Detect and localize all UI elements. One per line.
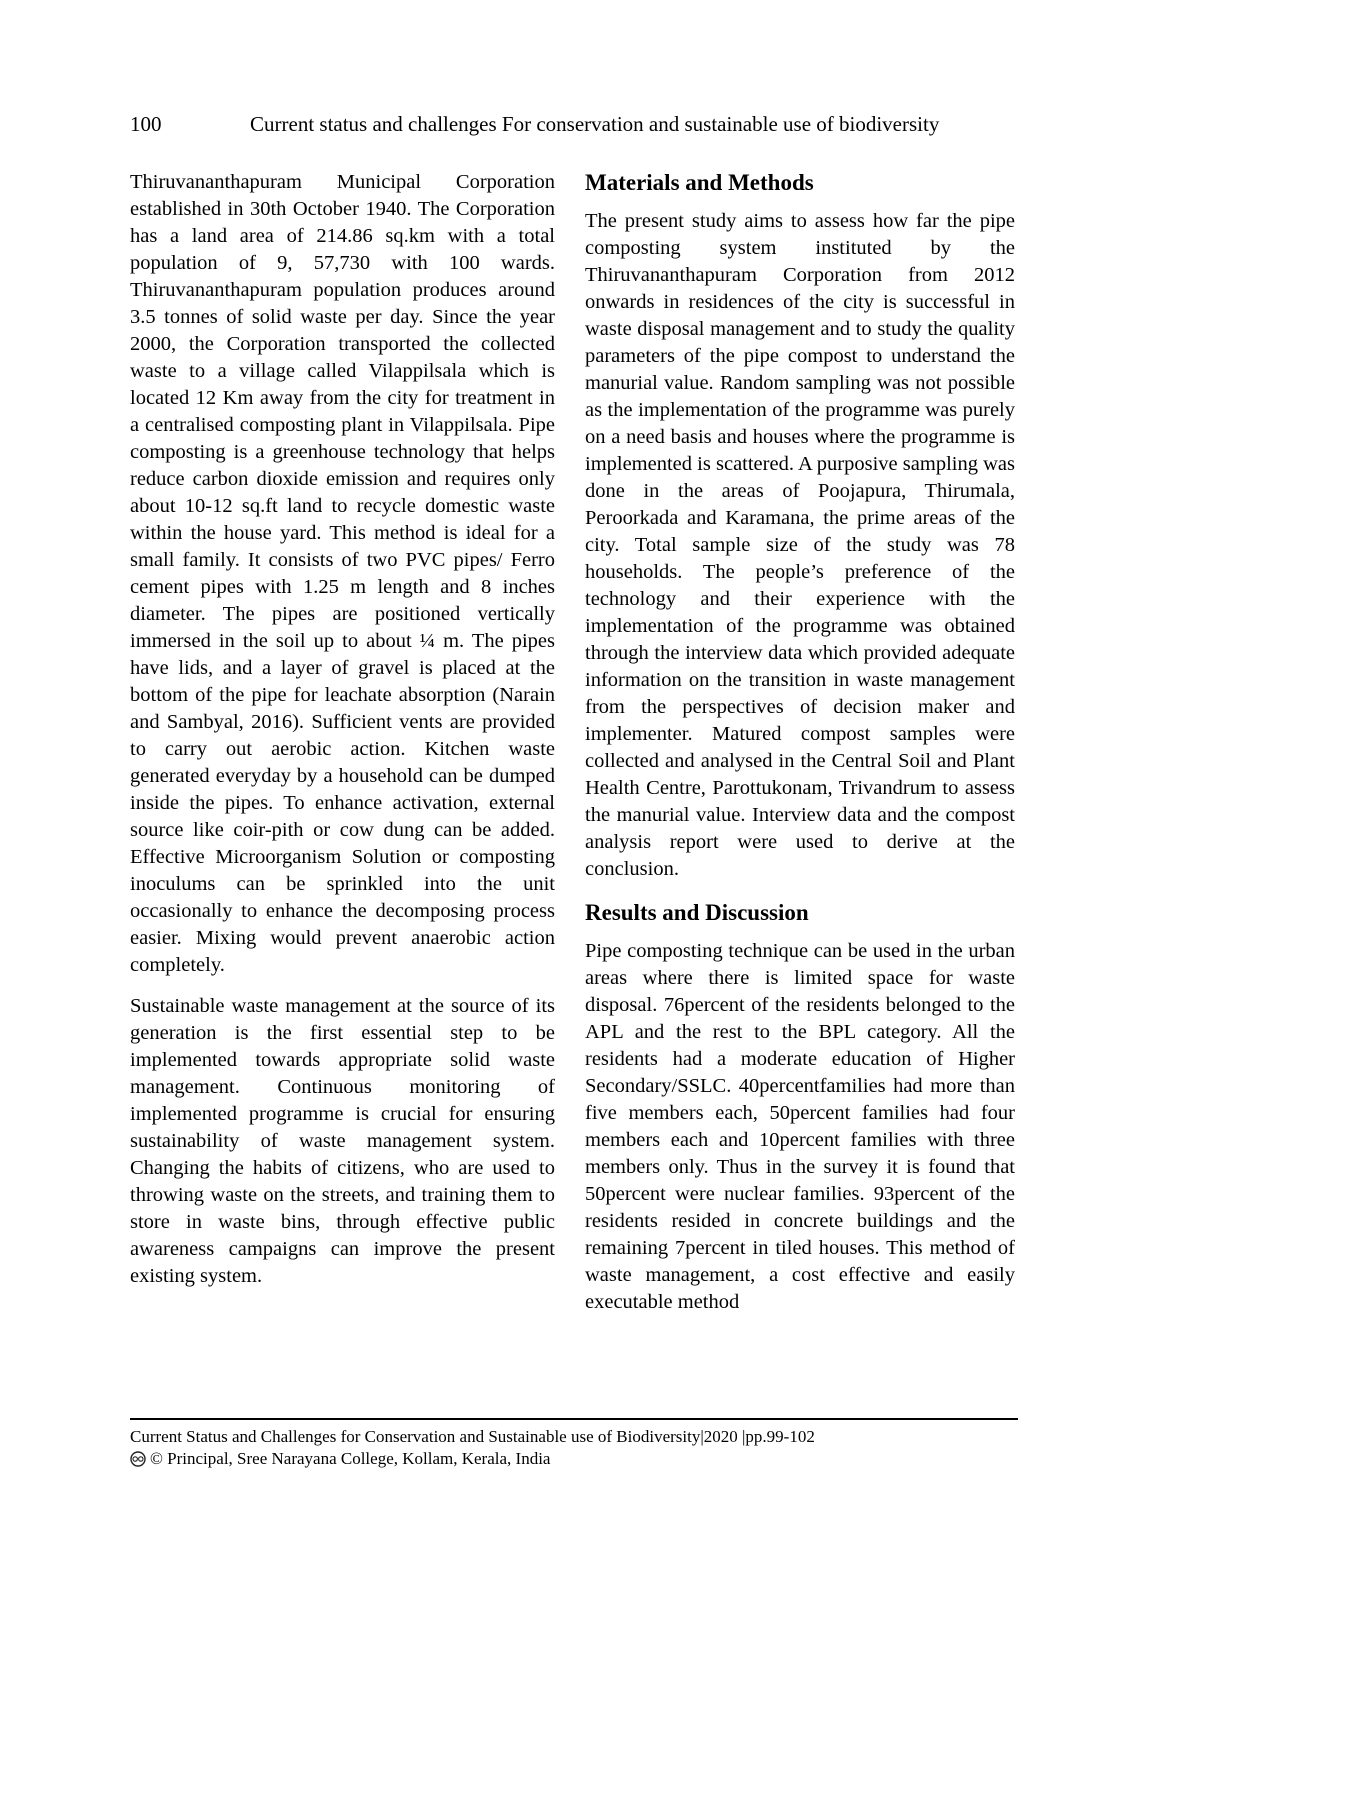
paragraph-results-discussion: Pipe composting technique can be used in the urban areas where there is limited space for waste disposal. 76percent of the residents belonged to the APL and the rest to the BPL category. All the residents had a moderate education of Higher Secondary/SSLC. 40percentfamilies had more than five members each, 50percent families had four members each and 10percent families with three members only. Thus in the survey it is found that 50percent were nuclear families. 93percent of the residents resided in concrete buildings and the remaining 7percent in tiled houses. This method of waste management, a cost effective and easily executable method xyxy=(585,940,1015,1313)
section-heading-results-discussion: Results and Discussion xyxy=(585,900,809,925)
section-heading-materials-methods: Materials and Methods xyxy=(585,170,814,195)
paragraph-materials-methods: The present study aims to assess how far the pipe composting system instituted by the Thiruvananthapuram Corporation from 2012 onwards in residences of the city is successful in waste disposal management and to study the quality parameters of the pipe compost to understand the manurial value. Random sampling was not possible as the implementation of the programme was purely on a need basis and houses where the programme is implemented is scattered. A purposive sampling was done in the areas of Poojapura, Thirumala, Peroorkada and Karamana, the prime areas of the city. Total sample size of the study was 78 households. The people’s preference of the technology and their experience with the implementation of the programme was obtained through the interview data which provided adequate information on the transition in waste management from the perspectives of decision maker and implementer. Matured compost samples were collected and analysed in the Central Soil and Plant Health Centre, Parottukonam, Trivandrum to assess the manurial value. Interview data and the compost analysis report were used to derive at the conclusion. xyxy=(585,210,1015,880)
left-column xyxy=(130,169,555,1316)
paragraph-sustainable-waste: Sustainable waste management at the source of its generation is the first essential step to be implemented towards appropriate solid waste management. Continuous monitoring of implemented programme is crucial for ensuring sustainability of waste management system. Changing the habits of citizens, who are used to throwing waste on the streets, and training them to store in waste bins, through effective public awareness campaigns can improve the present existing system. xyxy=(130,995,555,1287)
paragraph-intro: Thiruvananthapuram Municipal Corporation established in 30th October 1940. The Corporation has a land area of 214.86 sq.km with a total population of 9, 57,730 with 100 wards. Thiruvananthapuram population produces around 3.5 tonnes of solid waste per day. Since the year 2000, the Corporation transported the collected waste to a village called Vilappilsala which is located 12 Km away from the city for treatment in a centralised composting plant in Vilappilsala. Pipe composting is a greenhouse technology that helps reduce carbon dioxide emission and requires only about 10-12 sq.ft land to recycle domestic waste within the house yard. This method is ideal for a small family. It consists of two PVC pipes/ Ferro cement pipes with 1.25 m length and 8 inches diameter. The pipes are positioned vertically immersed in the soil up to about ¼ m. The pipes have lids, and a layer of gravel is placed at the bottom of the pipe for leachate absorption (Narain and Sambyal, 2016). Sufficient vents are provided to carry out aerobic action. Kitchen waste generated everyday by a household can be dumped inside the pipes. To enhance activation, external source like coir-pith or cow dung can be added. Effective Microorganism Solution or composting inoculums can be sprinkled into the unit occasionally to enhance the decomposing process easier. Mixing would prevent anaerobic action completely. xyxy=(130,171,555,976)
license-badge-icon xyxy=(130,1451,146,1467)
two-column-body xyxy=(130,169,1018,1316)
page-footer xyxy=(130,1418,1018,1470)
page-header xyxy=(130,112,1018,137)
right-column xyxy=(585,169,1015,1316)
page-number: 100 xyxy=(130,112,162,136)
footer-copyright-line xyxy=(130,1448,1018,1470)
page-content xyxy=(130,112,1018,1316)
running-title: Current status and challenges For conservation and sustainable use of biodiversity xyxy=(250,112,940,136)
footer-copyright-text: © Principal, Sree Narayana College, Kollam, Kerala, India xyxy=(150,1449,551,1468)
footer-citation: Current Status and Challenges for Conservation and Sustainable use of Biodiversity|2020 |pp.99-102 xyxy=(130,1427,815,1446)
